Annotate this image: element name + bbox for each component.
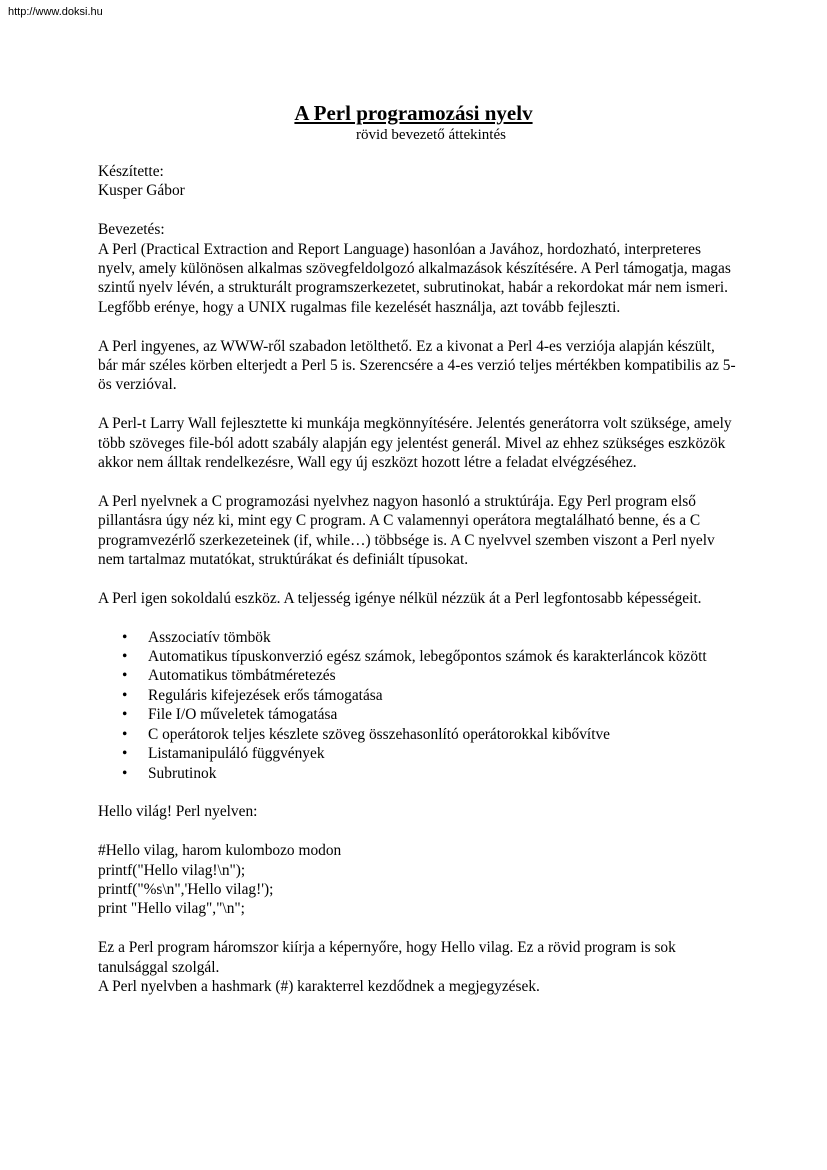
- list-item-text: Asszociatív tömbök: [148, 628, 271, 646]
- source-url: http://www.doksi.hu: [8, 6, 103, 18]
- list-item-text: Automatikus típuskonverzió egész számok, lebegőpontos számok és karakterláncok között: [148, 648, 707, 666]
- list-item-text: Automatikus tömbátméretezés: [148, 667, 336, 685]
- document-body: [98, 162, 738, 996]
- list-item: [122, 666, 738, 685]
- code-line: printf("Hello vilag!\n");: [98, 861, 246, 879]
- code-line: #Hello vilag, harom kulombozo modon: [98, 842, 342, 860]
- paragraph: A Perl ingyenes, az WWW-ről szabadon letölthető. Ez a kivonat a Perl 4-es verziója alapján készült, bár már széles körben elterjedt a Perl 5 is. Szerencsére a 4-es verzió teljes mértékben kompatibilis az 5-ös verzióval.: [98, 337, 736, 394]
- code-line: printf("%s\n",'Hello vilag!');: [98, 880, 274, 898]
- bullet-icon: •: [122, 667, 128, 685]
- list-item: [122, 764, 738, 783]
- bullet-icon: •: [122, 706, 128, 724]
- list-item-text: Reguláris kifejezések erős támogatása: [148, 686, 383, 704]
- page-subtitle: rövid bevezető áttekintés: [356, 127, 506, 143]
- paragraph: A Perl nyelvnek a C programozási nyelvhez nagyon hasonló a struktúrája. Egy Perl program első pillantásra úgy néz ki, mint egy C program. A C valamennyi operátora megtalálható benne, és a C programvezérlő szerkezeteinek (if, while…) többsége is. A C nyelvvel szemben viszont a Perl nyelv nem tartalmaz mutatókat, struktúrákat és definiált típusokat.: [98, 492, 715, 569]
- bullet-icon: •: [122, 686, 128, 704]
- list-item: [122, 647, 738, 666]
- list-item-text: File I/O műveletek támogatása: [148, 706, 338, 724]
- author-label: Készítette:: [98, 163, 164, 180]
- code-line: print "Hello vilag","\n";: [98, 900, 245, 918]
- bullet-icon: •: [122, 628, 128, 646]
- author-name: Kusper Gábor: [98, 182, 185, 200]
- paragraph: A Perl (Practical Extraction and Report Language) hasonlóan a Javához, hordozható, interpreteres nyelv, amely különösen alkalmas szövegfeldolgozó alkalmazások készítésére. A Perl támogatja, magas szintű nyelv lévén, a strukturált programszerkezetet, subrutinokat, habár a rekordokat már nem ismeri. Legfőbb erénye, hogy a UNIX rugalmas file kezelését használja, azt tovább fejleszti.: [98, 240, 731, 316]
- code-block: [98, 841, 738, 919]
- list-item: [122, 744, 738, 763]
- bullet-icon: •: [122, 764, 128, 782]
- list-item: [122, 725, 738, 744]
- hello-heading: Hello világ! Perl nyelven:: [98, 803, 258, 821]
- bullet-icon: •: [122, 725, 128, 743]
- paragraph: A Perl igen sokoldalú eszköz. A teljesség igénye nélkül nézzük át a Perl legfontosabb képességeit.: [98, 589, 702, 607]
- list-item: [122, 705, 738, 724]
- page-title: A Perl programozási nyelv: [294, 101, 533, 125]
- feature-list: [98, 628, 738, 783]
- list-item-text: Subrutinok: [148, 764, 217, 782]
- list-item-text: Listamanipuláló függvények: [148, 745, 325, 763]
- list-item-text: C operátorok teljes készlete szöveg összehasonlító operátorokkal kibővítve: [148, 725, 611, 743]
- closing-note: A Perl nyelvben a hashmark (#) karakterrel kezdődnek a megjegyzések.: [98, 977, 540, 995]
- paragraph: A Perl-t Larry Wall fejlesztette ki munkája megkönnyítésére. Jelentés generátorra volt szüksége, amely több szöveges file-ból adott szabály alapján egy jelentést generál. Mivel az ehhez szükséges eszközök akkor nem álltak rendelkezésre, Wall egy új eszközt hozott létre a feladat elvégzéséhez.: [98, 415, 732, 472]
- bullet-icon: •: [122, 745, 128, 763]
- list-item: [122, 628, 738, 647]
- bullet-icon: •: [122, 648, 128, 666]
- closing-paragraph: Ez a Perl program háromszor kiírja a képernyőre, hogy Hello vilag. Ez a rövid program is sok tanulsággal szolgál.: [98, 939, 676, 976]
- intro-heading: Bevezetés:: [98, 221, 165, 239]
- list-item: [122, 686, 738, 705]
